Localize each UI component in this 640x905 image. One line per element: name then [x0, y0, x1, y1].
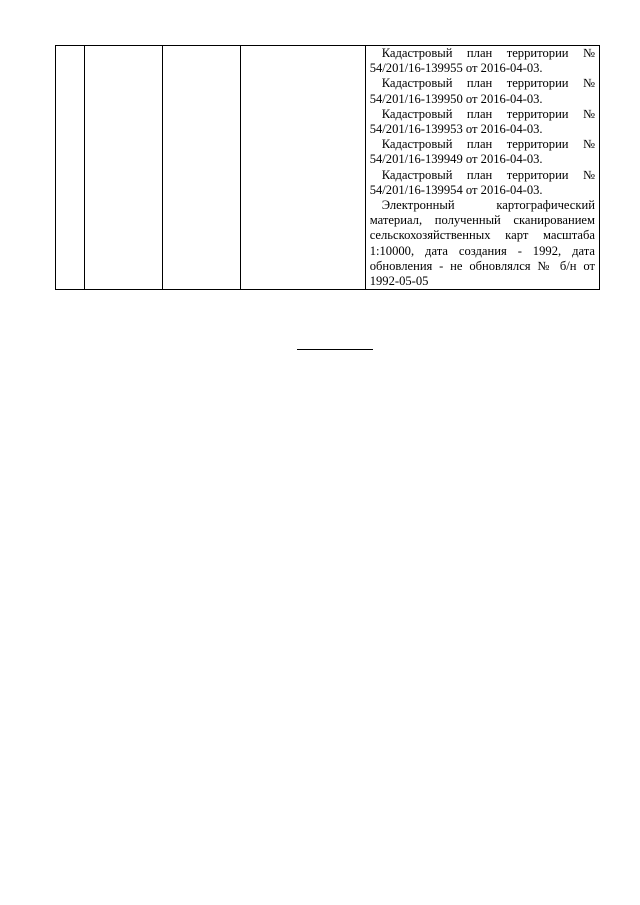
- table-cell-4: [241, 46, 366, 290]
- source-entry: Кадастровый план территории № 54/201/16-139955 от 2016-04-03.: [369, 46, 595, 76]
- source-entry: Кадастровый план территории № 54/201/16-139949 от 2016-04-03.: [369, 137, 595, 167]
- table-row: [56, 46, 600, 290]
- table-cell-number: [56, 46, 85, 290]
- source-entry: Кадастровый план территории № 54/201/16-139954 от 2016-04-03.: [369, 167, 595, 197]
- table-cell-2: [85, 46, 162, 290]
- table-cell-sources: [365, 46, 599, 290]
- source-entry: Кадастровый план территории № 54/201/16-139950 от 2016-04-03.: [369, 76, 595, 106]
- data-table: [55, 45, 600, 290]
- source-entry: Кадастровый план территории № 54/201/16-139953 от 2016-04-03.: [369, 106, 595, 137]
- document-end-divider: [297, 349, 373, 350]
- table-cell-3: [162, 46, 240, 290]
- source-entry: Электронный картографический материал, полученный сканированием сельскохозяйственных карт масштаба 1:10000, дата создания - 1992, дата обновления - не обновлялся № б/н от 1992-05-05: [369, 198, 595, 289]
